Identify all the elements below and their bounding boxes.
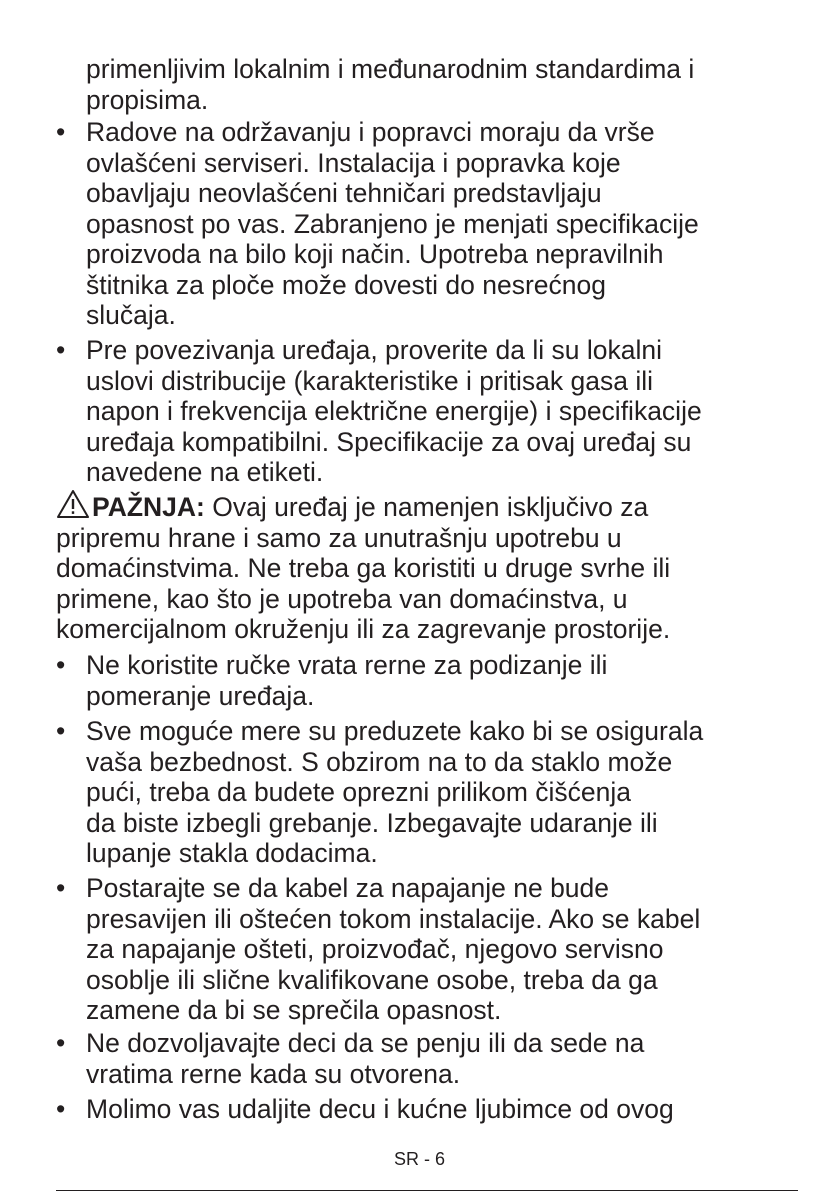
bullet-symbol: • — [56, 117, 66, 147]
bullet-text — [86, 650, 796, 711]
bullet-text — [86, 1028, 796, 1089]
page-number: SR - 6 — [393, 1149, 445, 1169]
bullet-line: obavljaju neovlašćeni tehničari predstavljaju — [86, 178, 602, 208]
bullet-text — [86, 335, 796, 488]
bullet-line: uređaja kompatibilni. Specifikacije za ovaj uređaj su — [86, 426, 692, 457]
bullet-text — [86, 1094, 796, 1125]
warning-line: pripremu hrane i samo za unutrašnju upotrebu u — [56, 522, 622, 553]
bullet-line: Ne dozvoljavajte deci da se penju ili da sede na — [86, 1028, 645, 1058]
bullet-symbol: • — [56, 1094, 66, 1124]
warning-text: Ovaj uređaj je namenjen isključivo za — [204, 492, 649, 522]
bullet-item — [56, 335, 796, 488]
warning-first-line — [56, 489, 796, 523]
bullet-line: Postarajte se da kabel za napajanje ne bude — [86, 873, 610, 903]
warning-paragraph — [56, 489, 796, 645]
bullet-line: da biste izbegli grebanje. Izbegavajte udaranje ili — [86, 807, 658, 838]
bullet-line: pući, treba da budete oprezni prilikom čišćenja — [86, 777, 632, 807]
bullet-line: Sve moguće mere su preduzete kako bi se osigurala — [86, 716, 704, 746]
bullet-text — [86, 716, 796, 869]
bullet-line: vratima rerne kada su otvorena. — [86, 1058, 461, 1089]
bullet-line: napon i frekvencija električne energije) i specifikacije — [86, 396, 702, 426]
bullet-line: štitnika za ploče može dovesti do nesrećnog — [86, 269, 606, 300]
warning-line: komercijalnom okruženju ili za zagrevanje prostorije. — [56, 614, 671, 644]
bullet-item — [56, 1094, 796, 1125]
bullet-symbol: • — [56, 873, 66, 903]
bullet-line: proizvoda na bilo koji način. Upotreba nepravilnih — [86, 239, 664, 269]
bullet-line: zamene da bi se sprečila opasnost. — [86, 995, 502, 1025]
bullet-line: lupanje stakla dodacima. — [86, 838, 378, 868]
bullet-line: Molimo vas udaljite decu i kućne ljubimce od ovog — [86, 1094, 674, 1124]
bullet-symbol: • — [56, 716, 66, 746]
bullet-line: slučaja. — [86, 300, 176, 330]
bullet-item — [56, 1028, 796, 1089]
bullet-line: Pre povezivanja uređaja, proverite da li su lokalni — [86, 335, 662, 365]
bullet-line: pomeranje uređaja. — [86, 680, 315, 711]
bullet-item — [56, 117, 796, 331]
bullet-line: Radove na održavanju i popravci moraju da vrše — [86, 117, 655, 147]
bullet-text — [86, 873, 796, 1026]
bullet-text — [86, 117, 796, 331]
intro-paragraph — [56, 54, 796, 115]
warning-label: PAŽNJA: — [92, 492, 205, 522]
warning-line: domaćinstvima. Ne treba ga koristiti u druge svrhe ili — [56, 553, 671, 583]
bullet-symbol: • — [56, 1028, 66, 1058]
bullet-line: ovlašćeni serviseri. Instalacija i popravka koje — [86, 147, 621, 178]
bullet-line: opasnost po vas. Zabranjeno je menjati specifikacije — [86, 208, 699, 239]
bullet-line: vaša bezbednost. S obzirom na to da staklo može — [86, 746, 673, 777]
bullet-line: Ne koristite ručke vrata rerne za podizanje ili — [86, 650, 608, 680]
bullet-item — [56, 716, 796, 869]
bullet-line: presavijen ili oštećen tokom instalacije. Ako se kabel — [86, 903, 701, 934]
bullet-line: osoblje ili slične kvalifikovane osobe, treba da ga — [86, 964, 658, 995]
bullet-symbol: • — [56, 650, 66, 680]
intro-line: propisima. — [86, 84, 209, 115]
bullet-line: uslovi distribucije (karakteristike i pritisak gasa ili — [86, 365, 653, 396]
bullet-line: navedene na etiketi. — [86, 457, 324, 487]
intro-line: primenljivim lokalnim i međunarodnim standardima i — [86, 54, 695, 84]
warning-triangle-icon — [56, 489, 90, 519]
bullet-item — [56, 650, 796, 711]
bullet-item — [56, 873, 796, 1026]
warning-line: primene, kao što je upotreba van domaćinstva, u — [56, 583, 628, 614]
bullet-symbol: • — [56, 335, 66, 365]
bullet-line: za napajanje ošteti, proizvođač, njegovo servisno — [86, 934, 664, 964]
